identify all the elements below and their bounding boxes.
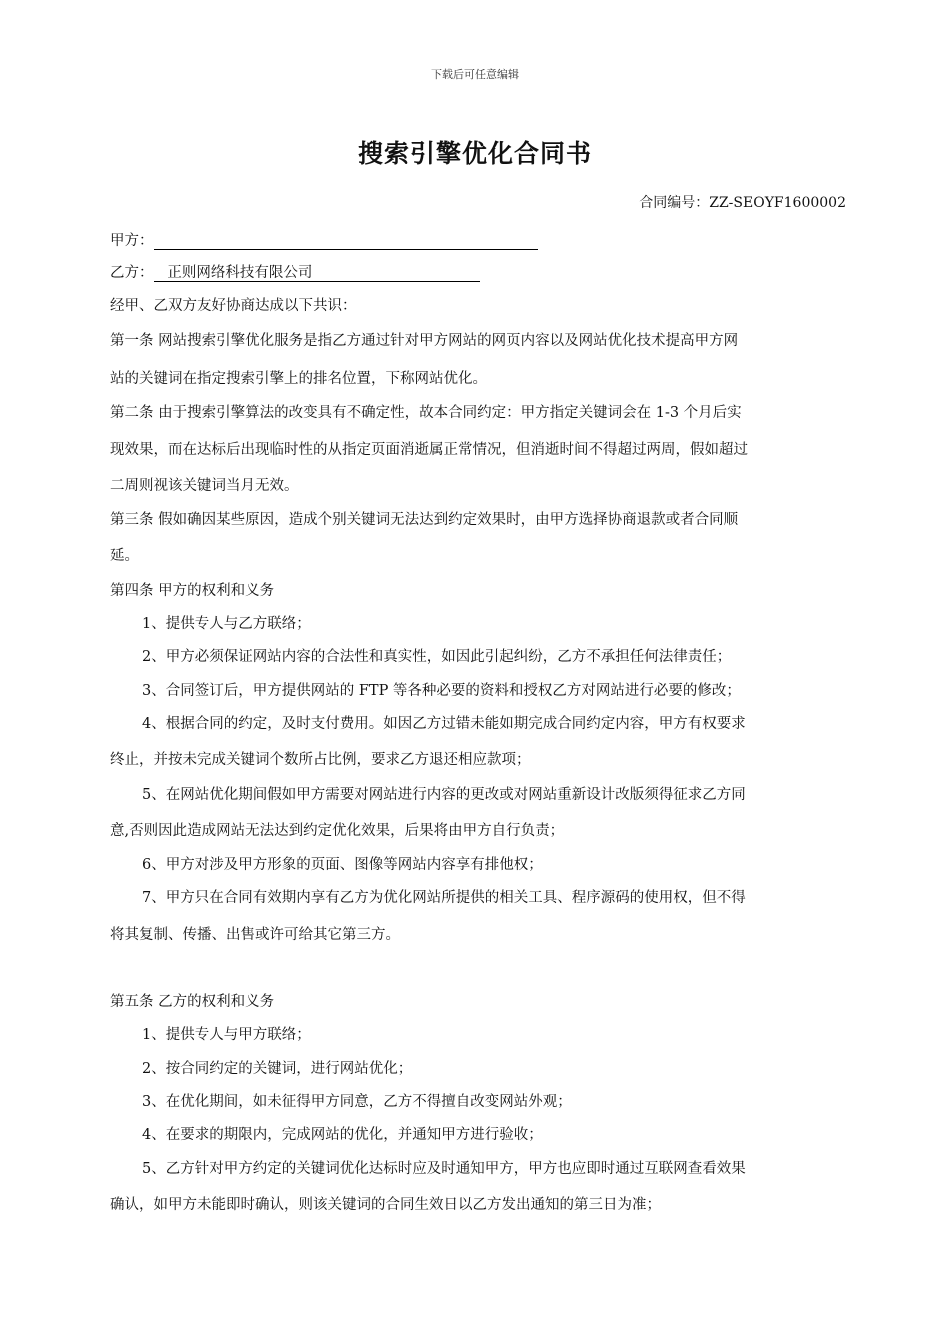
article-5-item-5-line-1: 5、乙方针对甲方约定的关键词优化达标时应及时通知甲方，甲方也应即时通过互联网查看效果	[142, 1161, 746, 1177]
article-4-item-5-line-1: 5、在网站优化期间假如甲方需要对网站进行内容的更改或对网站重新设计改版须得征求乙方同	[142, 787, 746, 803]
contract-number: 合同编号：ZZ-SEOYF1600002	[639, 195, 846, 211]
article-4-item-4-line-2: 终止，并按未完成关键词个数所占比例，要求乙方退还相应款项；	[110, 752, 531, 768]
party-b-label: 乙方：	[110, 265, 154, 281]
article-3-line-1: 第三条 假如确因某些原因，造成个别关键词无法达到约定效果时，由甲方选择协商退款或者合同顺	[110, 512, 739, 528]
header-note: 下载后可任意编辑	[431, 68, 519, 81]
article-5-item-5-line-2: 确认，如甲方未能即时确认，则该关键词的合同生效日以乙方发出通知的第三日为准；	[110, 1197, 661, 1213]
article-4-item-2: 2、甲方必须保证网站内容的合法性和真实性，如因此引起纠纷，乙方不承担任何法律责任；	[142, 649, 732, 665]
party-a-blank	[154, 233, 538, 250]
article-5-item-3: 3、在优化期间，如未征得甲方同意，乙方不得擅自改变网站外观；	[142, 1094, 572, 1110]
article-4-item-7-line-1: 7、甲方只在合同有效期内享有乙方为优化网站所提供的相关工具、程序源码的使用权，但不得	[142, 890, 746, 906]
article-4-item-3: 3、合同签订后，甲方提供网站的 FTP 等各种必要的资料和授权乙方对网站进行必要的修改；	[142, 683, 741, 699]
party-b-name: 正则网络科技有限公司	[167, 265, 313, 281]
article-5-heading: 第五条 乙方的权利和义务	[110, 994, 275, 1010]
article-4-item-7-line-2: 将其复制、传播、出售或许可给其它第三方。	[110, 927, 400, 943]
article-2-line-1: 第二条 由于搜索引擎算法的改变具有不确定性，故本合同约定：甲方指定关键词会在 1-3 个月后实	[110, 405, 742, 421]
contract-title: 搜索引擎优化合同书	[357, 139, 592, 168]
party-b-underline	[154, 265, 481, 282]
party-a-line	[110, 232, 850, 250]
party-b-line	[110, 264, 850, 282]
article-4-item-4-line-1: 4、根据合同的约定，及时支付费用。如因乙方过错未能如期完成合同约定内容，甲方有权要求	[142, 716, 746, 732]
article-4-item-1: 1、提供专人与乙方联络；	[142, 616, 311, 632]
article-4-item-6: 6、甲方对涉及甲方形象的页面、图像等网站内容享有排他权；	[142, 857, 543, 873]
article-1-line-2: 站的关键词在指定搜索引擎上的排名位置，下称网站优化。	[110, 371, 487, 387]
article-3-line-2: 延。	[110, 548, 139, 564]
article-5-item-1: 1、提供专人与甲方联络；	[142, 1027, 311, 1043]
party-a-label: 甲方：	[110, 233, 154, 249]
article-2-line-2: 现效果，而在达标后出现临时性的从指定页面消逝属正常情况，但消逝时间不得超过两周，假如超过	[110, 442, 748, 458]
article-2-line-3: 二周则视该关键词当月无效。	[110, 478, 299, 494]
article-1-line-1: 第一条 网站搜索引擎优化服务是指乙方通过针对甲方网站的网页内容以及网站优化技术提高甲方网	[110, 333, 739, 349]
intro-text: 经甲、乙双方友好协商达成以下共识：	[110, 298, 357, 314]
article-5-item-4: 4、在要求的期限内，完成网站的优化，并通知甲方进行验收；	[142, 1127, 543, 1143]
article-5-item-2: 2、按合同约定的关键词，进行网站优化；	[142, 1061, 413, 1077]
article-4-item-5-line-2: 意,否则因此造成网站无法达到约定优化效果，后果将由甲方自行负责；	[110, 823, 565, 839]
article-4-heading: 第四条 甲方的权利和义务	[110, 583, 275, 599]
